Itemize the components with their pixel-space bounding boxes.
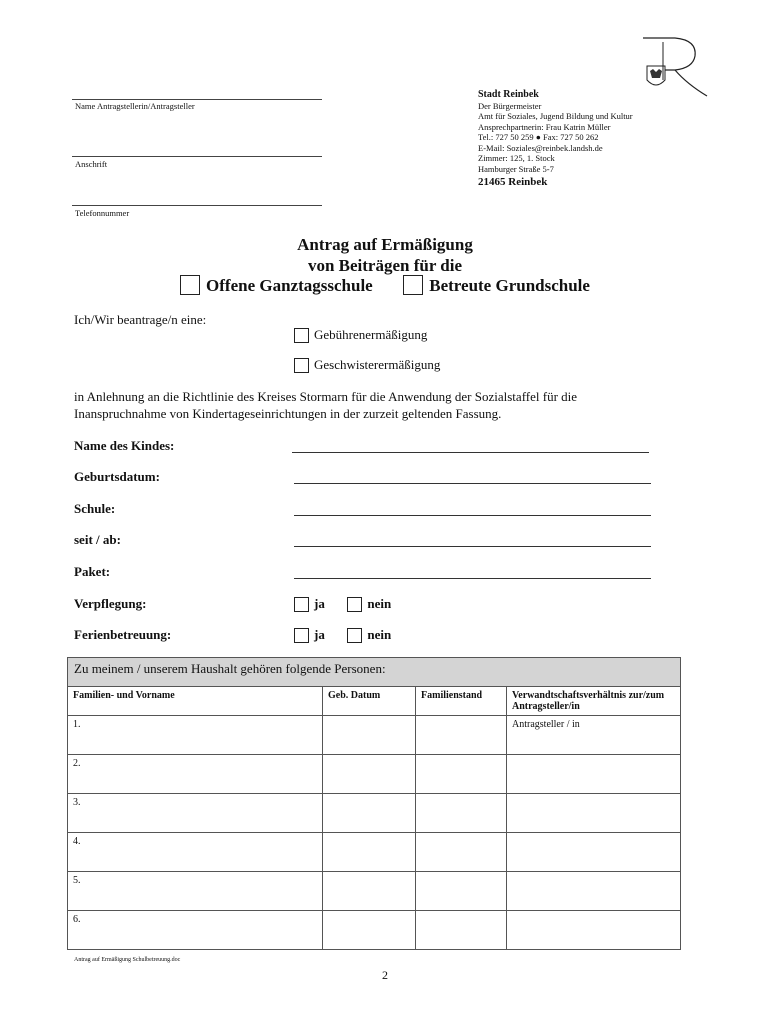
authority-email: E-Mail: Soziales@reinbek.landsh.de (478, 142, 603, 153)
authority-room: Zimmer: 125, 1. Stock (478, 153, 555, 163)
row-relation-cell[interactable] (507, 911, 681, 950)
meals-options (294, 596, 391, 613)
form-title-line1: Antrag auf Ermäßigung (297, 235, 473, 254)
guideline-line-2: Inanspruchnahme von Kindertageseinrichtungen in der zurzeit geltenden Fassung. (74, 406, 502, 421)
meals-yes-label: ja (314, 596, 325, 611)
row-relation-cell[interactable] (507, 833, 681, 872)
authority-contact: Ansprechpartnerin: Frau Katrin Müller (478, 121, 611, 132)
table-row (68, 755, 681, 794)
form-title-line2: von Beiträgen für die (307, 256, 463, 275)
meals-label: Verpflegung: (74, 596, 147, 611)
package-field[interactable] (294, 578, 651, 579)
row-number[interactable]: 5. (68, 872, 323, 911)
applicant-address-caption: Anschrift (75, 159, 108, 169)
betreute-grundschule-checkbox[interactable] (403, 275, 423, 295)
reinbek-logo (635, 34, 715, 106)
birthdate-label: Geburtsdatum: (74, 469, 160, 484)
row-birthdate-cell[interactable] (323, 833, 416, 872)
page-number: 2 (382, 968, 388, 982)
package-label: Paket: (74, 564, 111, 579)
since-field[interactable] (294, 546, 651, 547)
holiday-care-no-checkbox[interactable] (347, 628, 362, 643)
household-heading: Zu meinem / unserem Haushalt gehören folgende Personen: (68, 658, 681, 687)
col-status-header: Familienstand (416, 687, 507, 716)
holiday-care-yes-checkbox[interactable] (294, 628, 309, 643)
guideline-paragraph (74, 388, 577, 422)
table-row (68, 794, 681, 833)
offene-ganztagsschule-checkbox[interactable] (180, 275, 200, 295)
col-name-header: Familien- und Vorname (68, 687, 323, 716)
betreute-grundschule-label: Betreute Grundschule (429, 276, 590, 295)
row-birthdate-cell[interactable] (323, 716, 416, 755)
table-row (68, 716, 681, 755)
row-birthdate-cell[interactable] (323, 755, 416, 794)
row-birthdate-cell[interactable] (323, 872, 416, 911)
birthdate-field[interactable] (294, 483, 651, 484)
table-row (68, 833, 681, 872)
applicant-name-caption: Name Antragstellerin/Antragsteller (75, 101, 195, 111)
geschwisterermaessigung-label: Geschwisterermäßigung (314, 357, 441, 372)
authority-department: Amt für Soziales, Jugend Bildung und Kultur (478, 111, 633, 121)
authority-mayor: Der Bürgermeister (478, 100, 542, 111)
request-option-2 (294, 357, 440, 374)
offene-ganztagsschule-label: Offene Ganztagsschule (206, 276, 373, 295)
guideline-line-1: in Anlehnung an die Richtlinie des Kreises Stormarn für die Anwendung der Sozialstaffel für die (74, 389, 578, 404)
school-type-options (0, 276, 770, 297)
row-number[interactable]: 1. (68, 716, 323, 755)
holiday-care-yes-label: ja (314, 627, 325, 642)
row-status-cell[interactable] (416, 716, 507, 755)
row-status-cell[interactable] (416, 911, 507, 950)
geschwisterermaessigung-checkbox[interactable] (294, 358, 309, 373)
authority-zip-city: 21465 Reinbek (478, 176, 548, 188)
row-birthdate-cell[interactable] (323, 911, 416, 950)
child-name-field[interactable] (292, 452, 649, 453)
row-relation-cell[interactable] (507, 794, 681, 833)
row-relation-cell[interactable]: Antragsteller / in (507, 716, 681, 755)
row-number[interactable]: 2. (68, 755, 323, 794)
applicant-name-line[interactable] (72, 99, 322, 100)
gebuehrenermaessigung-checkbox[interactable] (294, 328, 309, 343)
holiday-care-options (294, 627, 391, 644)
row-number[interactable]: 3. (68, 794, 323, 833)
row-relation-cell[interactable] (507, 755, 681, 794)
school-label: Schule: (74, 501, 116, 516)
row-status-cell[interactable] (416, 833, 507, 872)
meals-no-label: nein (367, 596, 392, 611)
authority-address (478, 90, 633, 188)
holiday-care-label: Ferienbetreuung: (74, 627, 172, 642)
row-birthdate-cell[interactable] (323, 794, 416, 833)
since-label: seit / ab: (74, 532, 121, 547)
row-status-cell[interactable] (416, 794, 507, 833)
authority-street: Hamburger Straße 5-7 (478, 163, 554, 174)
authority-city: Stadt Reinbek (478, 89, 539, 100)
row-status-cell[interactable] (416, 755, 507, 794)
request-option-1 (294, 327, 427, 344)
request-intro: Ich/Wir beantrage/n eine: (74, 312, 207, 327)
row-status-cell[interactable] (416, 872, 507, 911)
meals-yes-checkbox[interactable] (294, 597, 309, 612)
holiday-care-no-label: nein (367, 627, 392, 642)
row-number[interactable]: 4. (68, 833, 323, 872)
applicant-phone-caption: Telefonnummer (75, 208, 130, 218)
household-table (67, 657, 681, 950)
school-field[interactable] (294, 515, 651, 516)
meals-no-checkbox[interactable] (347, 597, 362, 612)
applicant-phone-line[interactable] (72, 205, 322, 206)
gebuehrenermaessigung-label: Gebührenermäßigung (314, 327, 428, 342)
row-number[interactable]: 6. (68, 911, 323, 950)
footer-filename: Antrag auf Ermäßigung Schulbetreuung.doc (74, 957, 181, 963)
table-row (68, 872, 681, 911)
row-relation-cell[interactable] (507, 872, 681, 911)
authority-phone-fax: Tel.: 727 50 259 ● Fax: 727 50 262 (478, 132, 599, 142)
col-birthdate-header: Geb. Datum (323, 687, 416, 716)
child-name-label: Name des Kindes: (74, 438, 175, 453)
table-row (68, 911, 681, 950)
applicant-address-line[interactable] (72, 156, 322, 157)
col-relation-header: Verwandtschaftsverhältnis zur/zum Antragsteller/in (507, 687, 681, 716)
